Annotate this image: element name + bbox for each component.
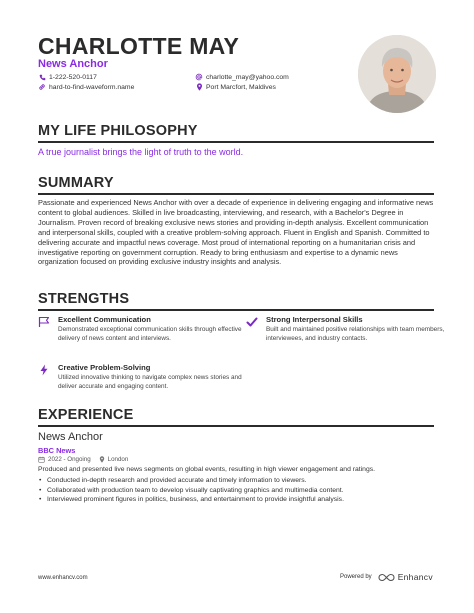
flag-icon (38, 315, 50, 327)
brand-name: Enhancv (397, 572, 433, 582)
check-icon (246, 315, 258, 327)
location-text: Port Marcfort, Maldives (206, 83, 276, 91)
summary-text: Passionate and experienced News Anchor with over a decade of experience in delivering engaging and informative news content to global audiences. Skilled in live broadcasting, interviewing, and research, with a Bachelor's Degree in Journalism. Proven record of breaking exclusive news stories and providing in-depth analysis. Excellent communication and interpersonal skills, coupled with a creative problem-solving approach. Fluent in English and Spanish. Committed to delivering accurate and impactful news coverage. Most proud of international reporting on a humanitarian crisis and investigative reporting on government corruption. Ready to bring enthusiasm and expertise to a dynamic news organization focused on providing exclusive industry insights and analysis. (38, 198, 434, 267)
website-text[interactable]: hard-to-find-waveform.name (49, 83, 135, 91)
experience-dates: 2022 - Ongoing (48, 456, 91, 463)
experience-heading: EXPERIENCE (38, 407, 134, 423)
section-divider (38, 193, 434, 195)
strength-description: Demonstrated exceptional communication skills through effective delivery of news content and interviews. (58, 326, 242, 342)
strength-title: Excellent Communication (58, 315, 151, 324)
email-text[interactable]: charlotte_may@yahoo.com (206, 73, 289, 81)
section-divider (38, 425, 434, 427)
summary-heading: SUMMARY (38, 175, 114, 191)
strength-title: Creative Problem-Solving (58, 363, 151, 372)
location-pin-icon (195, 83, 203, 91)
experience-role: News Anchor (38, 431, 103, 443)
enhancv-logo-icon (378, 573, 395, 582)
powered-by-label: Powered by (340, 574, 372, 580)
footer-powered-by[interactable] (340, 572, 433, 582)
experience-company: BBC News (38, 446, 76, 455)
strength-description: Utilized innovative thinking to navigate complex news stories and deliver accurate and engaging content. (58, 374, 242, 390)
list-item: • Collaborated with production team to develop visually captivating graphics and multimedia content. (38, 486, 436, 496)
section-divider (38, 141, 434, 143)
location-contact (195, 83, 276, 91)
section-divider (38, 309, 434, 311)
experience-bullets (38, 476, 436, 505)
phone-text: 1-222-520-0117 (49, 73, 97, 81)
location-pin-icon (99, 456, 105, 463)
candidate-name: CHARLOTTE MAY (38, 33, 240, 59)
website-contact[interactable] (38, 83, 134, 91)
philosophy-heading: MY LIFE PHILOSOPHY (38, 123, 198, 139)
experience-location: London (107, 456, 129, 463)
phone-icon (38, 73, 46, 81)
profile-photo (358, 35, 436, 113)
list-item: • Conducted in-depth research and provided accurate and timely information to viewers. (38, 476, 436, 486)
email-contact[interactable] (195, 73, 289, 81)
lightning-icon (38, 363, 50, 375)
experience-description: Produced and presented live news segments on global events, resulting in high viewer engagement and ratings. (38, 466, 376, 473)
strengths-heading: STRENGTHS (38, 291, 130, 307)
experience-meta (38, 456, 128, 463)
link-icon (38, 83, 46, 91)
calendar-icon (38, 456, 45, 463)
philosophy-text: A true journalist brings the light of truth to the world. (38, 147, 244, 157)
strength-description: Built and maintained positive relationships with team members, interviewees, and industry contacts. (266, 326, 445, 342)
list-item: • Interviewed prominent figures in politics, business, and entertainment to provide insightful analysis. (38, 495, 436, 505)
at-icon (195, 73, 203, 81)
phone-contact (38, 73, 97, 81)
footer-website[interactable]: www.enhancv.com (38, 575, 88, 581)
candidate-role: News Anchor (38, 58, 108, 70)
strength-title: Strong Interpersonal Skills (266, 315, 363, 324)
